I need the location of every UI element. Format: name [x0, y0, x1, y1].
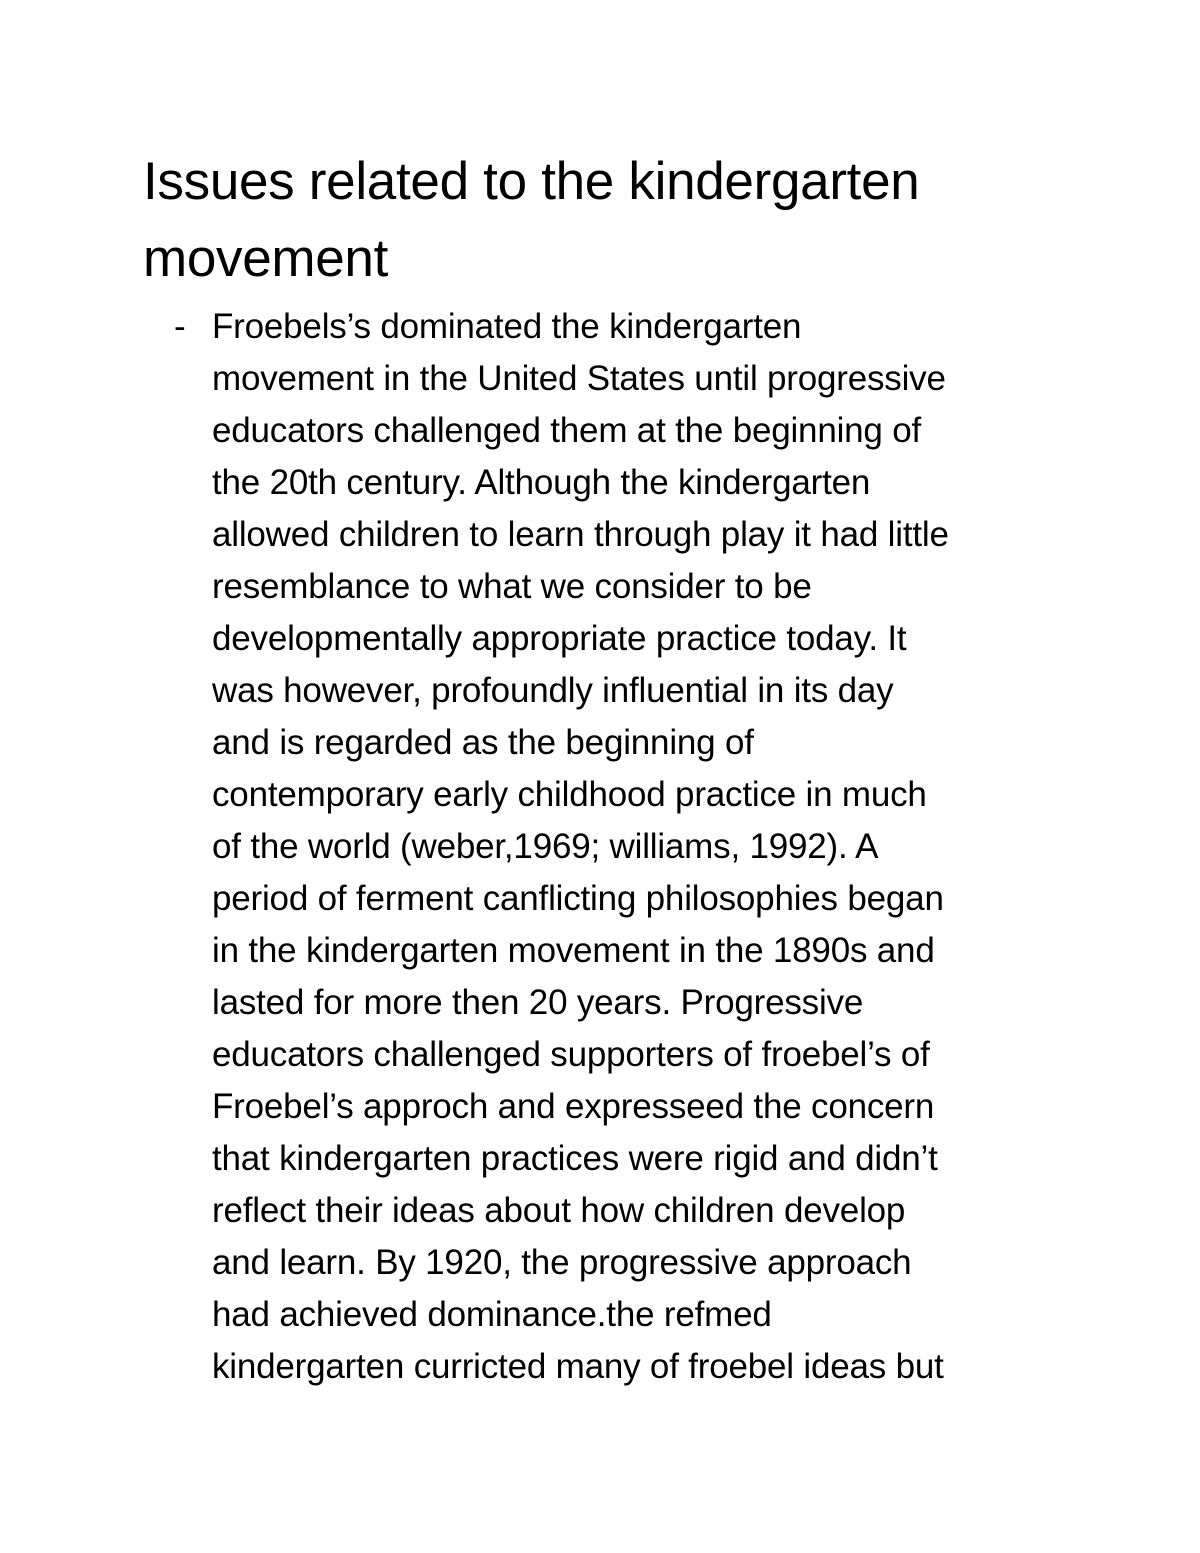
paragraph-line: Froebel’s approch and expresseed the concern [212, 1087, 935, 1126]
paragraph-line: resemblance to what we consider to be [212, 567, 812, 606]
paragraph-line: movement in the United States until progressive [212, 359, 946, 398]
bullet-paragraph [212, 301, 1112, 1393]
paragraph-line: educators challenged them at the beginning of [212, 411, 922, 450]
paragraph-line: and is regarded as the beginning of [212, 723, 754, 762]
paragraph-line: had achieved dominance.the refmed [212, 1295, 772, 1334]
paragraph-line: and learn. By 1920, the progressive approach [212, 1243, 912, 1282]
title-line: movement [143, 229, 389, 288]
title-line: Issues related to the kindergarten [143, 152, 920, 211]
bullet-dash: - [174, 307, 186, 346]
paragraph-line: Froebels’s dominated the kindergarten [212, 307, 802, 346]
paragraph-line: educators challenged supporters of froebel’s of [212, 1035, 930, 1074]
paragraph-line: in the kindergarten movement in the 1890s and [212, 931, 935, 970]
paragraph-line: kindergarten curricted many of froebel ideas but [212, 1347, 944, 1386]
paragraph-line: reflect their ideas about how children develop [212, 1191, 906, 1230]
paragraph-line: allowed children to learn through play it had little [212, 515, 949, 554]
paragraph-line: period of ferment canflicting philosophies began [212, 879, 944, 918]
paragraph-line: contemporary early childhood practice in much [212, 775, 927, 814]
page-title [143, 143, 1103, 297]
paragraph-line: that kindergarten practices were rigid and didn’t [212, 1139, 938, 1178]
paragraph-line: the 20th century. Although the kindergarten [212, 463, 871, 502]
paragraph-line: lasted for more then 20 years. Progressive [212, 983, 864, 1022]
paragraph-line: developmentally appropriate practice today. It [212, 619, 907, 658]
paragraph-line: of the world (weber,1969; williams, 1992). A [212, 827, 879, 866]
paragraph-line: was however, profoundly influential in its day [212, 671, 894, 710]
